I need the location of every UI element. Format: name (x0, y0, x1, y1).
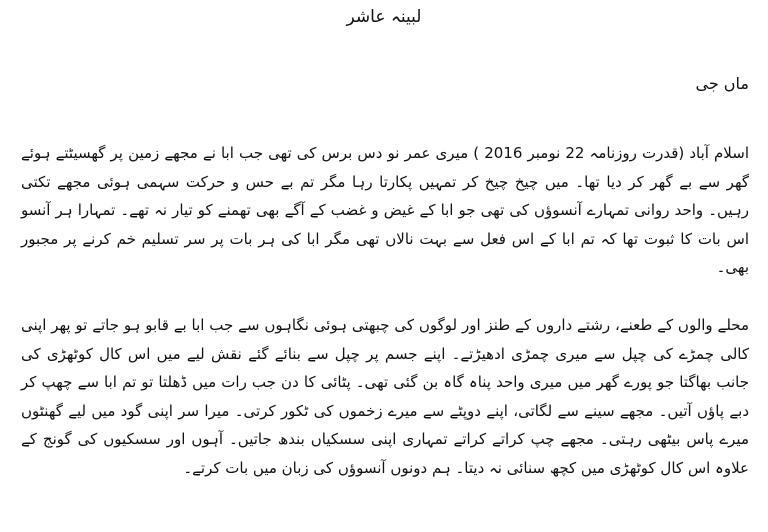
salutation-heading: ماں جی (695, 74, 749, 93)
author-byline: لبینہ عاشر (346, 7, 422, 27)
paragraph-2: محلے والوں کے طعنے، رشتے داروں کے طنز اور لوگوں کی چبھتی ہوئی نگاہوں سے جب ابا بے قابو ہو جاتے تو پھر اپنی کالی چمڑے کی چپل سے میری چمڑی ادھیڑتے۔ اپنے جسم پر چپل سے بنائے گئے نقش لیے میں اس کال کوٹھڑی کی جانب بھاگتا جو پورے گھر میں میری واحد پناہ گاہ بن گئی تھی۔ پٹائی کا دن جب رات میں ڈھلتا تو تم ابا سے چھپ کر دبے پاؤں آتیں۔ مجھے سینے سے لگاتی، اپنے دوپٹے سے میرے زخموں کی ٹکور کرتی۔ میرا سر اپنی گود میں لیے گھنٹوں میرے پاس بیٹھی رہتی۔ مجھے چپ کراتے کراتے تمہاری اپنی سسکیاں بندھ جاتیں۔ آہوں اور سسکیوں کی گونج کے علاوہ اس کال کوٹھڑی میں کچھ سنائی نہ دیتا۔ ہم دونوں آنسوؤں کی زبان میں بات کرتے۔ (21, 316, 749, 477)
paragraph-1: اسلام آباد (قدرت روزنامہ 22 نومبر 2016 ) میری عمر نو دس برس کی تھی جب ابا نے مجھے زمین پر گھسیٹتے ہوئے گھر سے بے گھر کر دیا تھا۔ میں چیخ چیخ کر تمہیں پکارتا رہا مگر تم بے حس و حرکت سہمی ہوئی مجھے تکتی رہیں۔ واحد روانی تمہارے آنسوؤں کی تھی جو ابا کے غیض و غضب کے آگے بھی تھمنے کو تیار نہ تھے۔ تمہارا ہر آنسو اس بات کا ثبوت تھا کہ تم ابا کے اس فعل سے بہت نالاں تھی مگر ابا کی ہر بات پر سر تسلیم خم کرنے پر مجبور بھی۔ (21, 144, 749, 277)
